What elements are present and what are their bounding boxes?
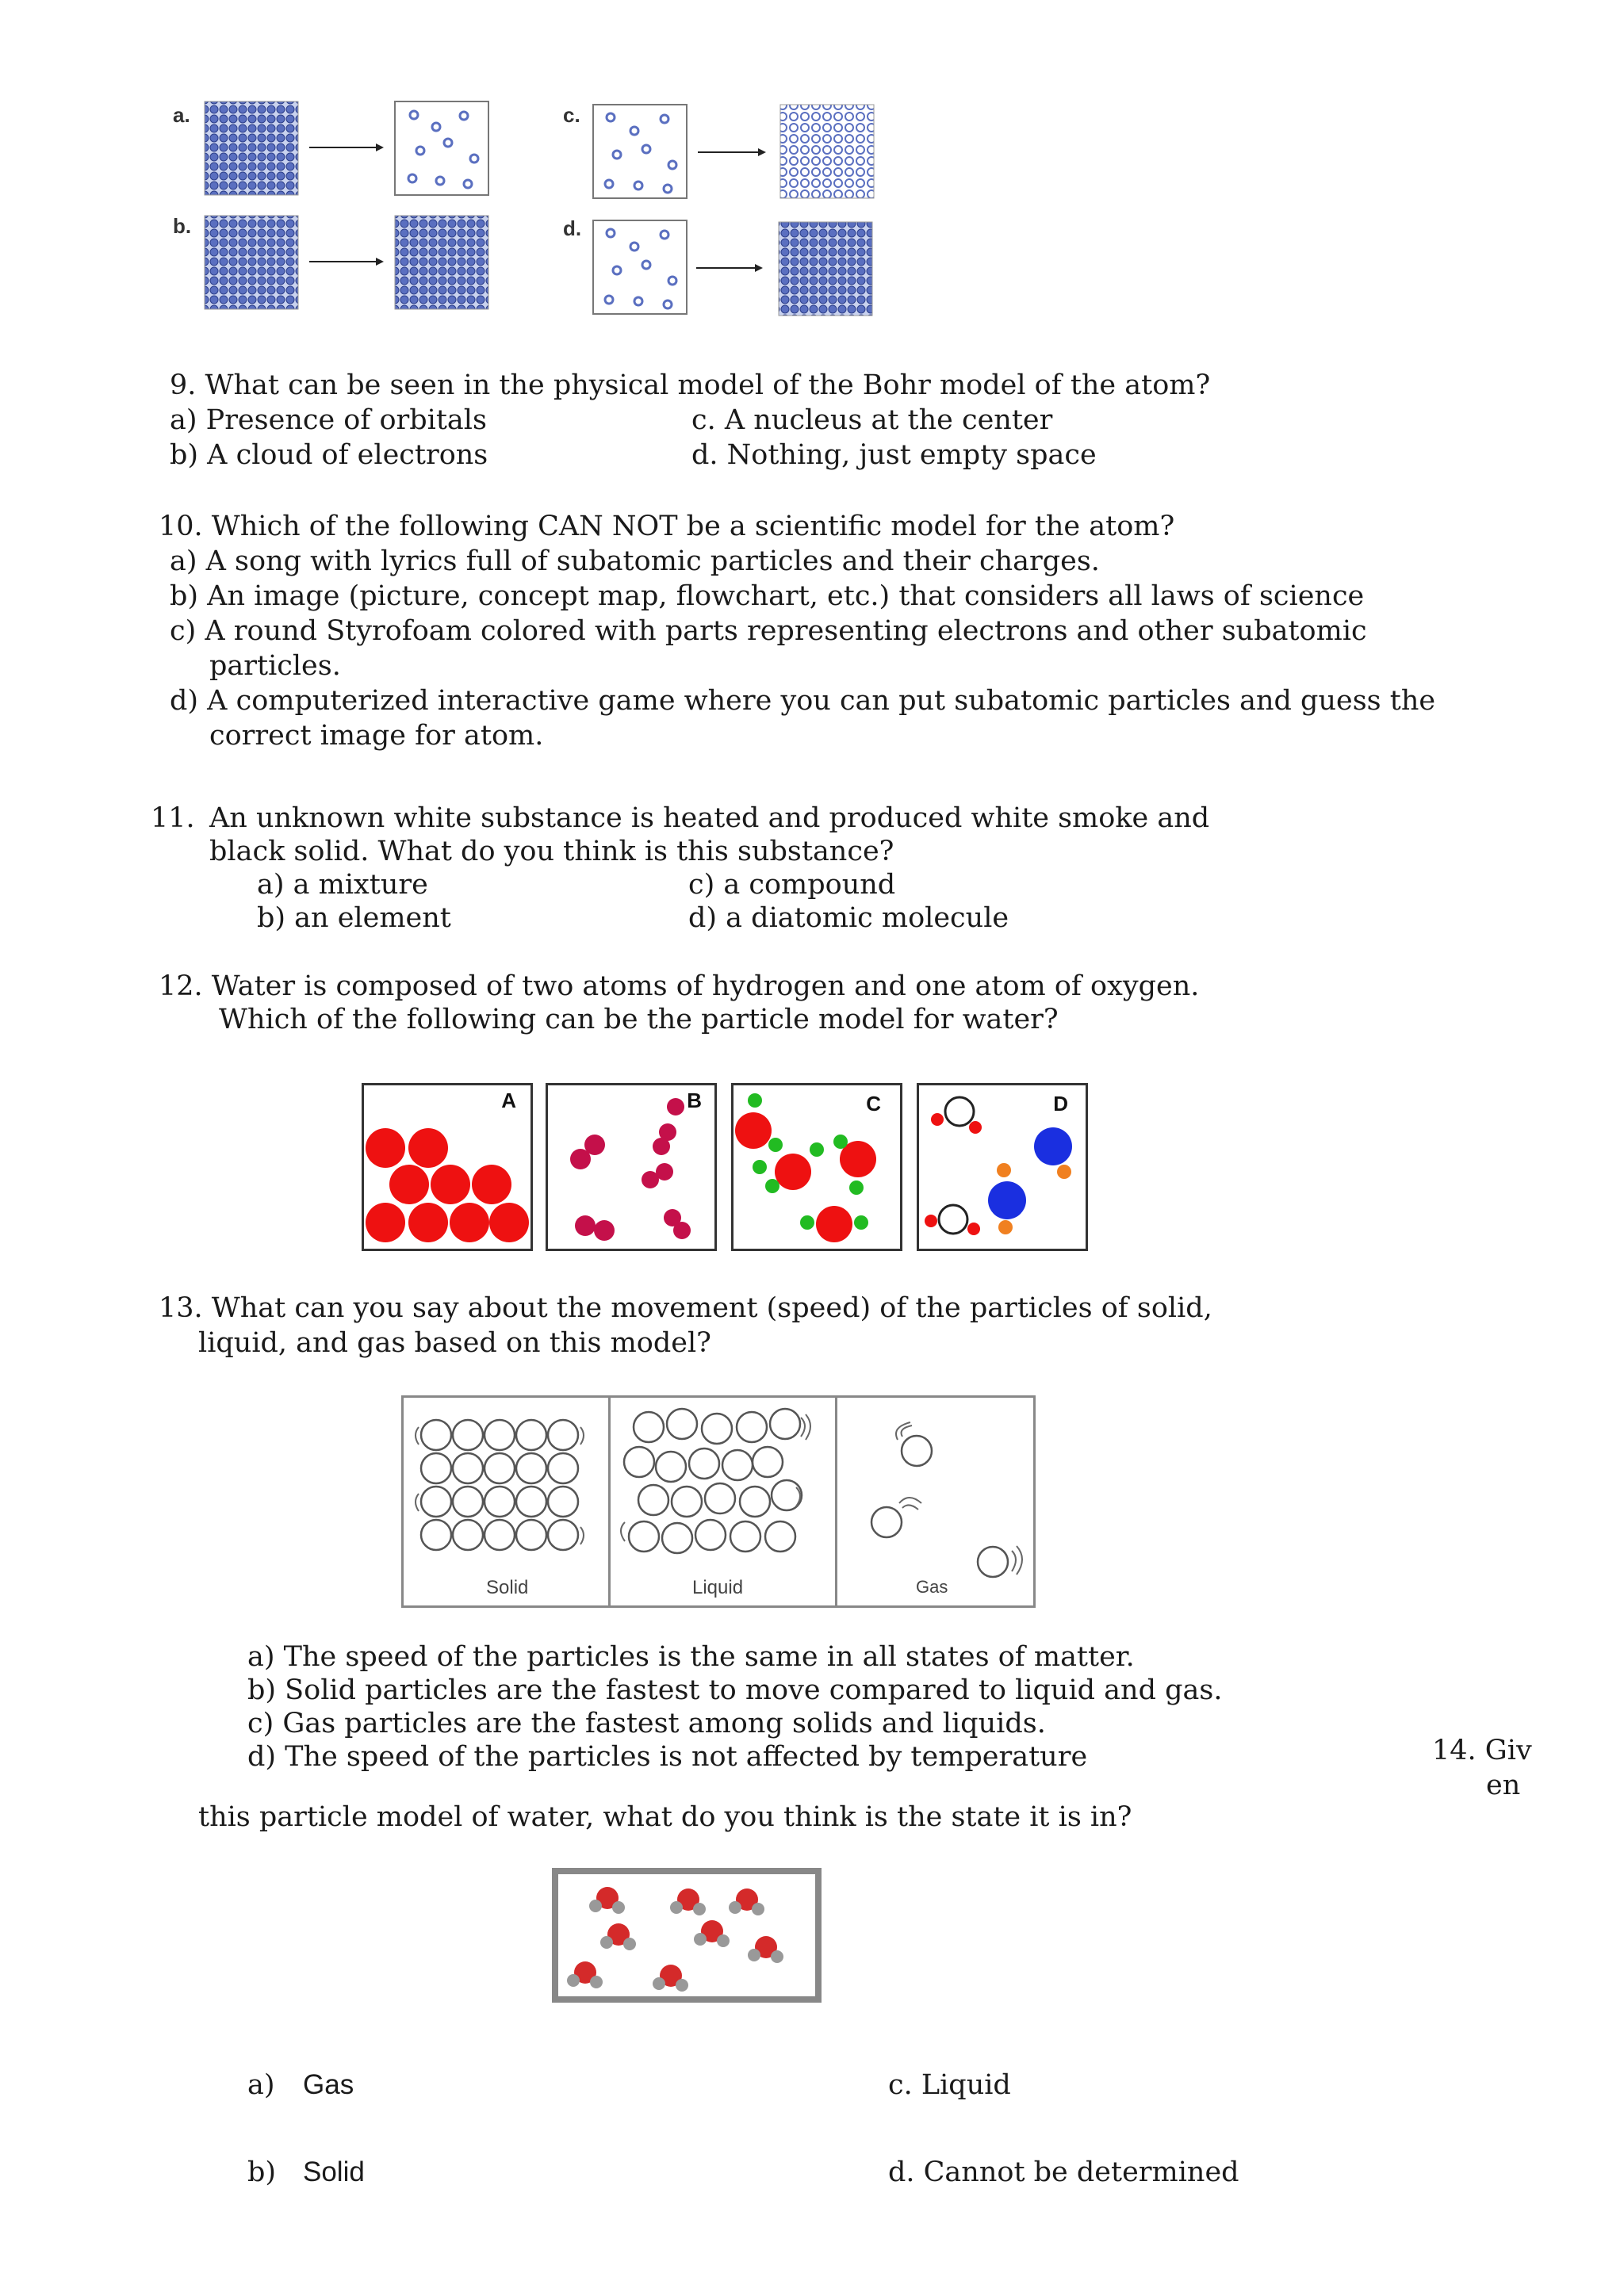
phase-change-figure — [0, 0, 1624, 333]
q10-option-a[interactable]: a) A song with lyrics full of subatomic particles and their charges. — [170, 545, 1100, 577]
q9-text: 9. What can be seen in the physical model of the Bohr model of the atom? — [170, 369, 1211, 401]
panel-label-a: A — [501, 1089, 516, 1112]
water-molecule — [653, 1965, 688, 1992]
q9-option-b[interactable]: b) A cloud of electrons — [170, 439, 488, 471]
q14-option-b[interactable]: Solid — [303, 2156, 365, 2187]
q11-text-line1: An unknown white substance is heated and produced white smoke and — [209, 802, 1210, 834]
water-molecule — [589, 1887, 625, 1914]
state-label-gas: Gas — [916, 1577, 948, 1597]
water-model-panel-a[interactable] — [362, 1083, 533, 1251]
q11-option-b[interactable]: b) an element — [257, 902, 451, 934]
q13-option-c[interactable]: c) Gas particles are the fastest among solids and liquids. — [247, 1708, 1046, 1739]
water-molecule — [694, 1920, 730, 1947]
q14-number-cont: en — [1486, 1770, 1521, 1801]
water-molecule — [567, 1961, 603, 1988]
q11-option-c[interactable]: c) a compound — [688, 869, 896, 901]
liquid-box-c2 — [780, 105, 874, 198]
option-label-b: b. — [173, 214, 192, 238]
water-molecule — [729, 1888, 764, 1915]
solid-lattice-a1 — [205, 101, 298, 195]
water-model-panel-b[interactable] — [546, 1083, 717, 1251]
panel-c-particles — [731, 1083, 902, 1251]
states-of-matter-figure — [401, 1395, 1036, 1608]
state-label-liquid: Liquid — [692, 1577, 744, 1598]
q14-number: 14. Giv — [1432, 1735, 1532, 1766]
q9-option-a[interactable]: a) Presence of orbitals — [170, 404, 487, 436]
water-molecule — [748, 1936, 783, 1963]
panel-b-particles — [546, 1083, 717, 1251]
q14-option-c[interactable]: c. Liquid — [888, 2069, 1011, 2101]
state-label-solid: Solid — [486, 1577, 529, 1598]
panel-label-b: B — [687, 1089, 702, 1112]
q13-text-line2: liquid, and gas based on this model? — [198, 1327, 711, 1359]
states-particles — [401, 1395, 1036, 1608]
option-label-c: c. — [563, 103, 580, 127]
q11-option-d[interactable]: d) a diatomic molecule — [688, 902, 1009, 934]
q10-option-d[interactable]: d) A computerized interactive game where you can put subatomic particles and guess the — [170, 685, 1436, 717]
q13-option-b[interactable]: b) Solid particles are the fastest to move compared to liquid and gas. — [247, 1674, 1223, 1706]
panel-label-d: D — [1053, 1092, 1068, 1115]
panel-label-c: C — [866, 1092, 881, 1115]
q10-text: 10. Which of the following CAN NOT be a scientific model for the atom? — [159, 511, 1175, 542]
q13-option-d[interactable]: d) The speed of the particles is not affected by temperature — [247, 1741, 1088, 1773]
solid-lattice-b2 — [395, 216, 488, 309]
q12-text-line2: Which of the following can be the particle model for water? — [219, 1004, 1059, 1035]
water-model-panel-c[interactable] — [731, 1083, 902, 1251]
q14-option-b-letter: b) — [247, 2156, 277, 2188]
q11-option-a[interactable]: a) a mixture — [257, 869, 428, 901]
q13-text-line1: 13. What can you say about the movement (speed) of the particles of solid, — [159, 1292, 1212, 1324]
q10-option-b[interactable]: b) An image (picture, concept map, flowchart, etc.) that considers all laws of science — [170, 580, 1365, 612]
panel-a-particles — [362, 1083, 533, 1251]
water-molecule — [600, 1923, 636, 1950]
water-particle-model — [552, 1868, 822, 2003]
q9-option-c[interactable]: c. A nucleus at the center — [691, 404, 1053, 436]
q11-number: 11. — [151, 802, 195, 834]
q13-option-a[interactable]: a) The speed of the particles is the same in all states of matter. — [247, 1641, 1135, 1673]
q12-text-line1: 12. Water is composed of two atoms of hydrogen and one atom of oxygen. — [159, 970, 1200, 1002]
solid-lattice-b1 — [205, 216, 298, 309]
option-label-a: a. — [173, 103, 190, 127]
q10-option-c-cont: particles. — [209, 650, 341, 682]
water-molecule — [670, 1888, 706, 1915]
q11-text-line2: black solid. What do you think is this substance? — [209, 836, 894, 867]
q14-option-d[interactable]: d. Cannot be determined — [888, 2156, 1239, 2188]
q9-option-d[interactable]: d. Nothing, just empty space — [691, 439, 1097, 471]
q14-option-a[interactable]: Gas — [303, 2069, 354, 2100]
solid-lattice-d2 — [779, 222, 872, 316]
q10-option-c[interactable]: c) A round Styrofoam colored with parts representing electrons and other subatomic — [170, 615, 1367, 647]
option-label-d: d. — [563, 216, 582, 240]
water-molecules — [552, 1868, 822, 2003]
water-model-panel-d[interactable] — [917, 1083, 1088, 1251]
panel-d-particles — [917, 1083, 1088, 1251]
q14-text: this particle model of water, what do you think is the state it is in? — [198, 1801, 1132, 1833]
q14-option-a-letter: a) — [247, 2069, 275, 2101]
q10-option-d-cont: correct image for atom. — [209, 720, 544, 752]
